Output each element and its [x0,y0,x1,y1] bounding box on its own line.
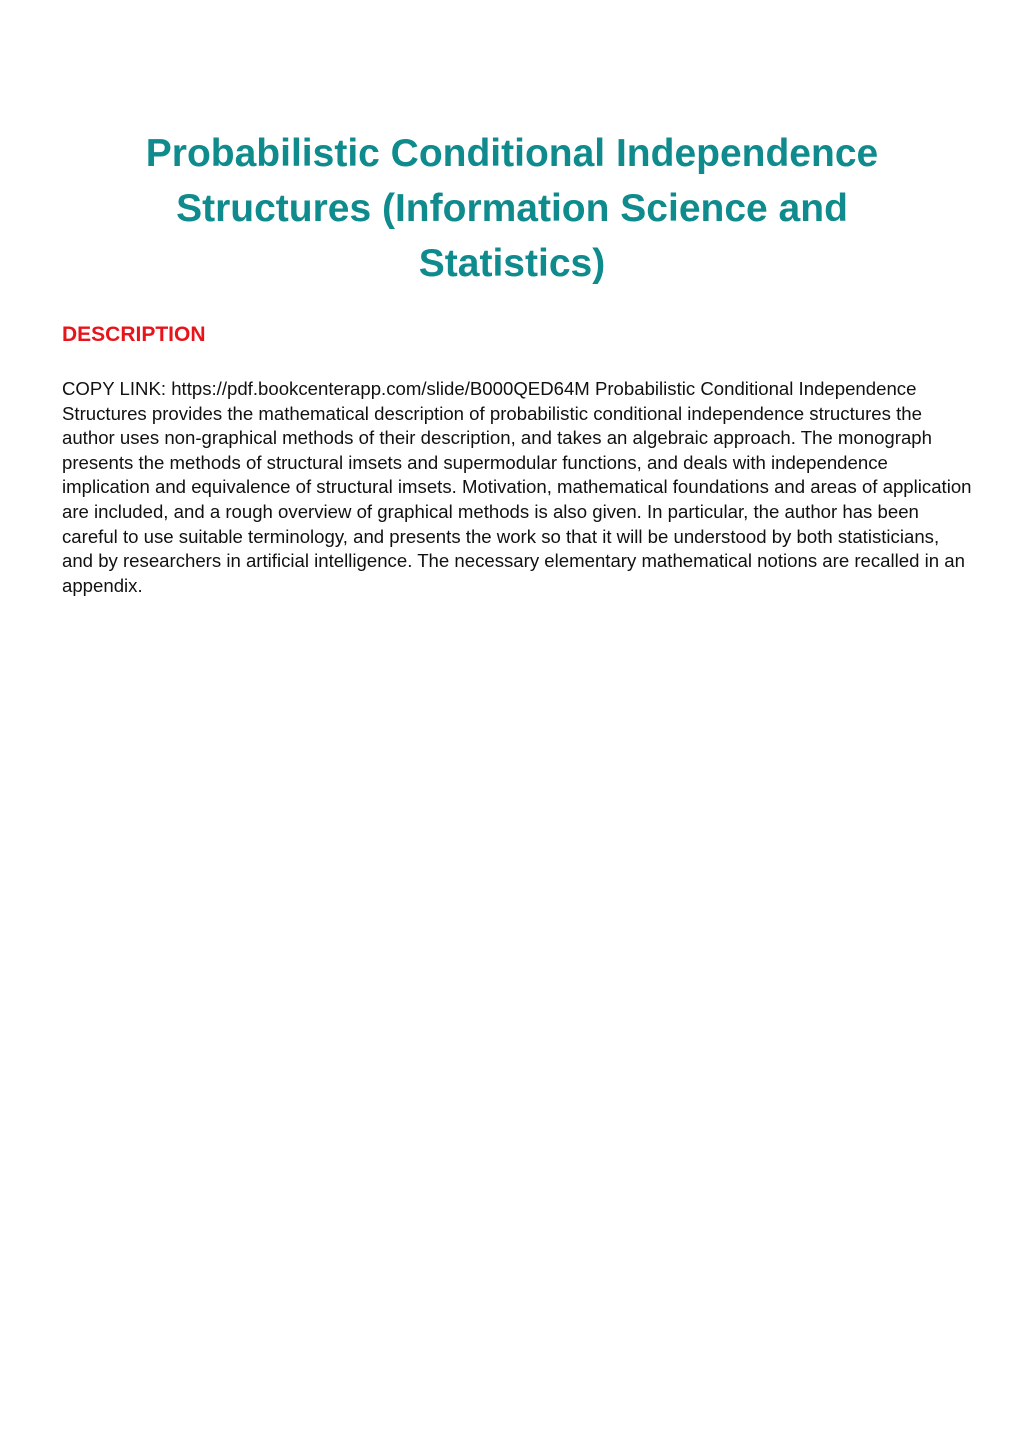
description-heading: DESCRIPTION [62,323,206,346]
description-text: COPY LINK: https://pdf.bookcenterapp.com/slide/B000QED64M Probabilistic Conditional Independence Structures provides the mathematical description of probabilistic conditional independence structures the author uses non-graphical methods of their description, and takes an algebraic approach. The monograph presents the methods of structural imsets and supermodular functions, and deals with independence implication and equivalence of structural imsets. Motivation, mathematical foundations and areas of application are included, and a rough overview of graphical methods is also given. In particular, the author has been careful to use suitable terminology, and presents the work so that it will be understood by both statisticians, and by researchers in artificial intelligence. The necessary elementary mathematical notions are recalled in an appendix. [62,378,972,596]
document-title: Probabilistic Conditional Independence Structures (Information Science and Statistics) [145,132,879,285]
